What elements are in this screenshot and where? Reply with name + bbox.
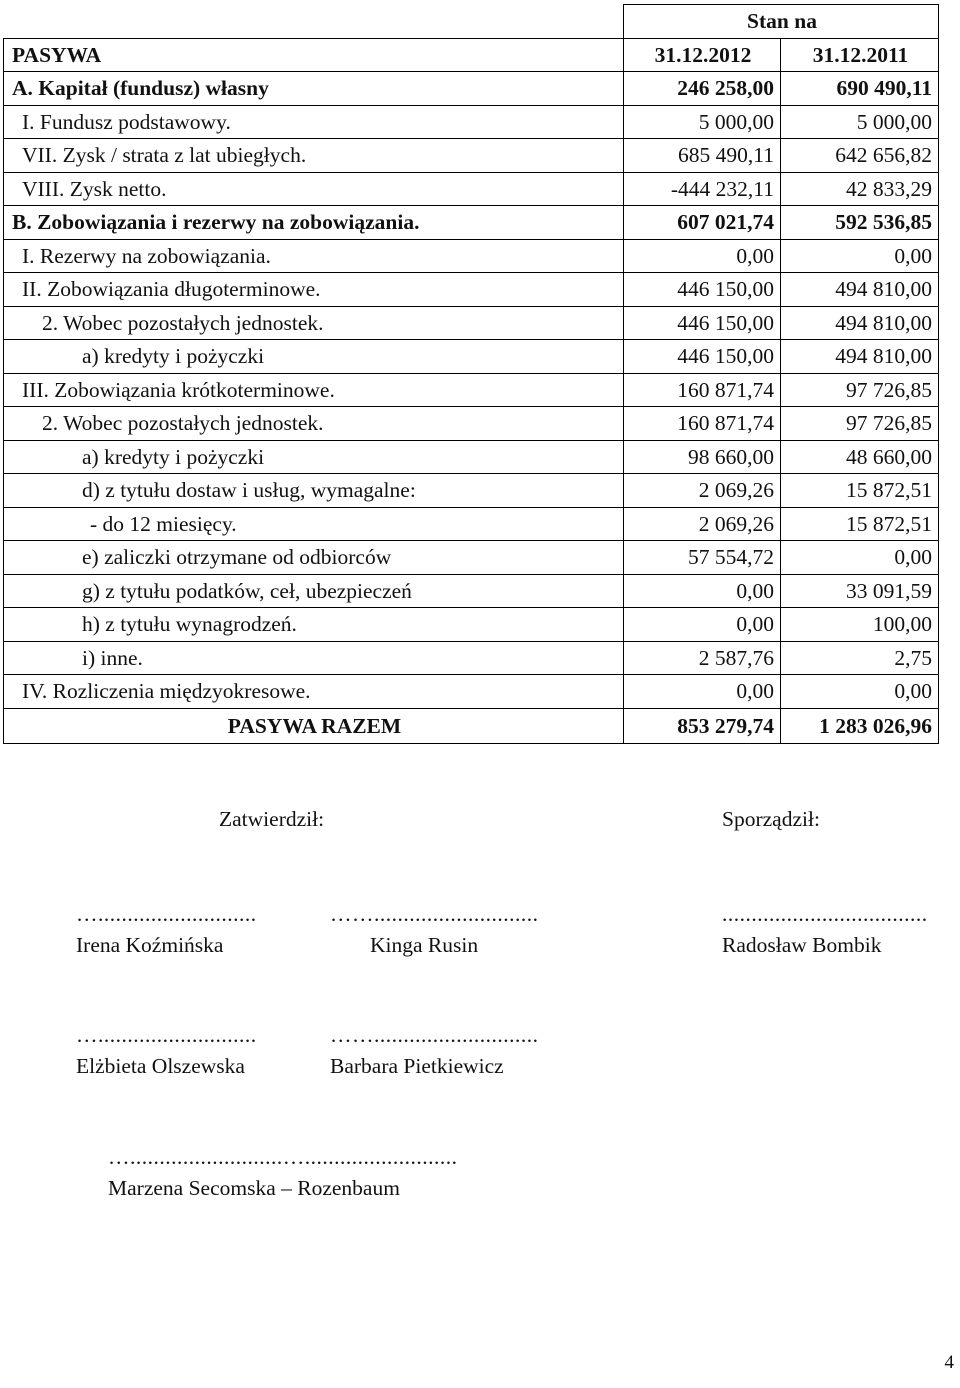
value-previous: 0,00	[781, 239, 939, 273]
signature-line-2: ……............................	[330, 902, 539, 926]
total-row	[4, 708, 939, 743]
value-current: 446 150,00	[624, 273, 781, 307]
table-row	[4, 105, 939, 139]
row-label: a) kredyty i pożyczki	[4, 340, 624, 374]
value-current: -444 232,11	[624, 172, 781, 206]
table-row	[4, 273, 939, 307]
value-current: 446 150,00	[624, 306, 781, 340]
value-current: 607 021,74	[624, 206, 781, 240]
table-row	[4, 507, 939, 541]
table-row	[4, 139, 939, 173]
value-previous: 494 810,00	[781, 340, 939, 374]
value-current: 246 258,00	[624, 72, 781, 106]
table-title: PASYWA	[4, 38, 624, 72]
value-current: 0,00	[624, 608, 781, 642]
value-previous: 494 810,00	[781, 273, 939, 307]
signatory-name-6: Marzena Secomska – Rozenbaum	[108, 1176, 400, 1200]
date-current-header: 31.12.2012	[624, 38, 781, 72]
row-label: e) zaliczki otrzymane od odbiorców	[4, 541, 624, 575]
row-label: h) z tytułu wynagrodzeń.	[4, 608, 624, 642]
value-current: 5 000,00	[624, 105, 781, 139]
value-previous: 0,00	[781, 675, 939, 709]
value-current: 0,00	[624, 574, 781, 608]
row-label: VII. Zysk / strata z lat ubiegłych.	[4, 139, 624, 173]
value-previous: 100,00	[781, 608, 939, 642]
signatory-name-3: Radosław Bombik	[722, 933, 882, 957]
value-current: 685 490,11	[624, 139, 781, 173]
value-current: 160 871,74	[624, 373, 781, 407]
value-current: 2 587,76	[624, 641, 781, 675]
signature-line-3: ...................................	[722, 902, 928, 926]
value-current: 446 150,00	[624, 340, 781, 374]
value-previous: 5 000,00	[781, 105, 939, 139]
signature-line-1: …...........................	[76, 902, 257, 926]
signatory-name-5: Barbara Pietkiewicz	[330, 1054, 504, 1078]
table-row	[4, 239, 939, 273]
table-row	[4, 206, 939, 240]
value-previous: 0,00	[781, 541, 939, 575]
table-row	[4, 608, 939, 642]
value-previous: 15 872,51	[781, 474, 939, 508]
value-previous: 690 490,11	[781, 72, 939, 106]
table-row	[4, 574, 939, 608]
row-label: II. Zobowiązania długoterminowe.	[4, 273, 624, 307]
signature-line-6: …..........................…..........................	[108, 1145, 458, 1169]
value-previous: 33 091,59	[781, 574, 939, 608]
table-row	[4, 407, 939, 441]
value-previous: 97 726,85	[781, 407, 939, 441]
table-row	[4, 340, 939, 374]
row-label: I. Fundusz podstawowy.	[4, 105, 624, 139]
row-label: I. Rezerwy na zobowiązania.	[4, 239, 624, 273]
total-current: 853 279,74	[624, 708, 781, 743]
row-label: a) kredyty i pożyczki	[4, 440, 624, 474]
row-label: d) z tytułu dostaw i usług, wymagalne:	[4, 474, 624, 508]
row-label: - do 12 miesięcy.	[4, 507, 624, 541]
signatory-name-1: Irena Koźmińska	[76, 933, 224, 957]
row-label: IV. Rozliczenia międzyokresowe.	[4, 675, 624, 709]
row-label: VIII. Zysk netto.	[4, 172, 624, 206]
header-row-stan-na	[4, 5, 939, 39]
page-number: 4	[944, 1352, 954, 1373]
value-previous: 494 810,00	[781, 306, 939, 340]
total-previous: 1 283 026,96	[781, 708, 939, 743]
row-label: 2. Wobec pozostałych jednostek.	[4, 407, 624, 441]
value-previous: 97 726,85	[781, 373, 939, 407]
value-current: 0,00	[624, 675, 781, 709]
table-row	[4, 641, 939, 675]
row-label: 2. Wobec pozostałych jednostek.	[4, 306, 624, 340]
total-label: PASYWA RAZEM	[4, 708, 624, 743]
value-current: 160 871,74	[624, 407, 781, 441]
table-row	[4, 72, 939, 106]
table-row	[4, 675, 939, 709]
value-current: 0,00	[624, 239, 781, 273]
row-label: III. Zobowiązania krótkoterminowe.	[4, 373, 624, 407]
header-blank-cell	[4, 5, 624, 39]
value-previous: 48 660,00	[781, 440, 939, 474]
value-current: 98 660,00	[624, 440, 781, 474]
value-current: 2 069,26	[624, 507, 781, 541]
liabilities-table	[3, 4, 939, 744]
table-row	[4, 373, 939, 407]
table-row	[4, 474, 939, 508]
stan-na-label: Stan na	[624, 5, 939, 39]
signature-line-4: …...........................	[76, 1023, 257, 1047]
value-previous: 42 833,29	[781, 172, 939, 206]
signatory-name-4: Elżbieta Olszewska	[76, 1054, 245, 1078]
value-current: 57 554,72	[624, 541, 781, 575]
row-label: A. Kapitał (fundusz) własny	[4, 72, 624, 106]
value-previous: 642 656,82	[781, 139, 939, 173]
row-label: i) inne.	[4, 641, 624, 675]
value-previous: 2,75	[781, 641, 939, 675]
date-prev-header: 31.12.2011	[781, 38, 939, 72]
header-row-dates	[4, 38, 939, 72]
signature-line-5: ……............................	[330, 1023, 539, 1047]
row-label: B. Zobowiązania i rezerwy na zobowiązania.	[4, 206, 624, 240]
row-label: g) z tytułu podatków, ceł, ubezpieczeń	[4, 574, 624, 608]
prepared-label: Sporządził:	[722, 807, 820, 831]
value-current: 2 069,26	[624, 474, 781, 508]
table-row	[4, 541, 939, 575]
value-previous: 592 536,85	[781, 206, 939, 240]
table-row	[4, 440, 939, 474]
table-row	[4, 306, 939, 340]
signatory-name-2: Kinga Rusin	[370, 933, 479, 957]
approved-label: Zatwierdził:	[219, 807, 325, 831]
value-previous: 15 872,51	[781, 507, 939, 541]
table-row	[4, 172, 939, 206]
